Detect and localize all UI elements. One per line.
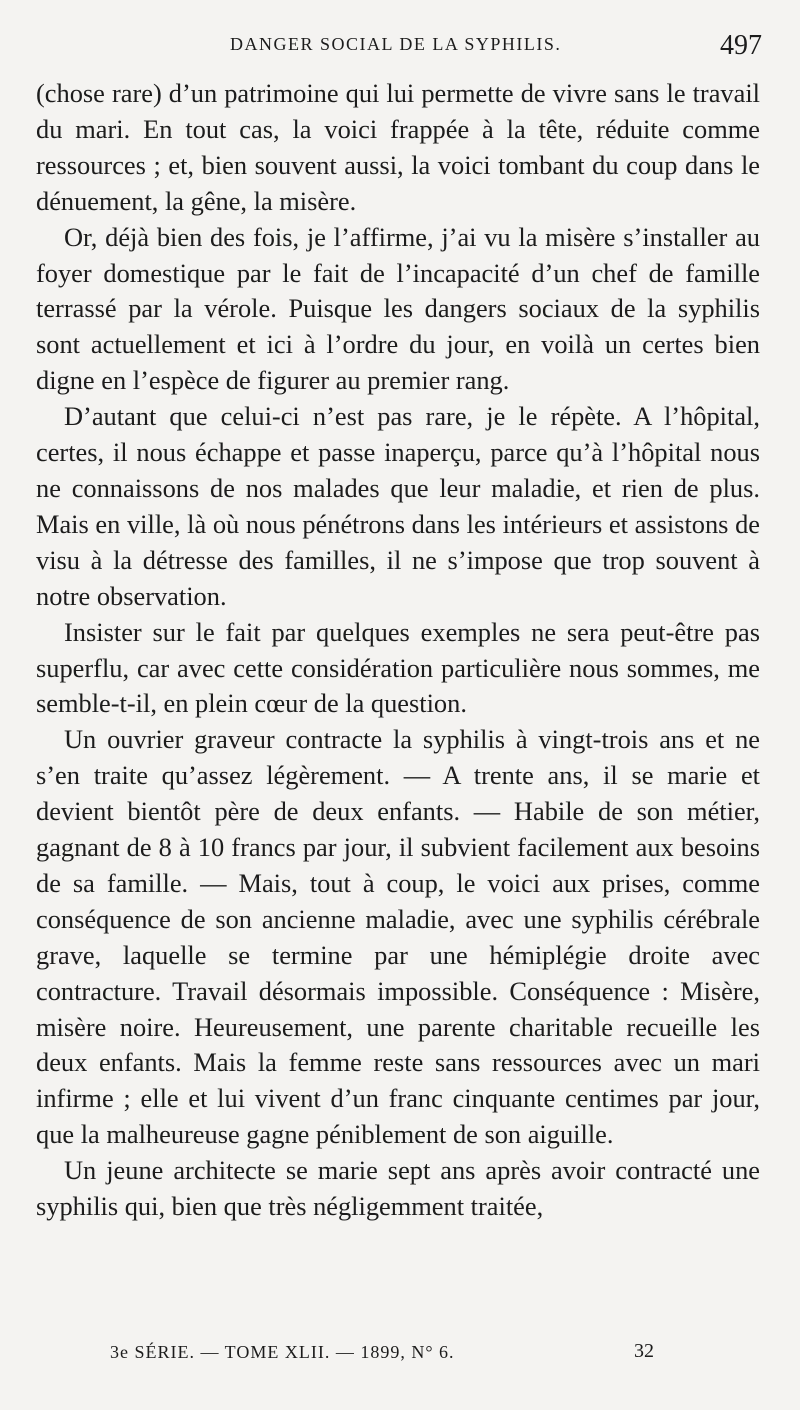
- printer-signature: 3e SÉRIE. — TOME XLII. — 1899, N° 6.: [110, 1342, 455, 1362]
- running-title: DANGER SOCIAL DE LA SYPHILIS.: [230, 34, 562, 54]
- page-footer: [40, 1340, 760, 1370]
- paragraph-4: Insister sur le fait par quelques exemples ne sera peut-être pas superflu, car avec cette considération particulière nous sommes, me semble-t-il, en plein cœur de la question.: [36, 616, 760, 719]
- paragraph-2: Or, déjà bien des fois, je l’affirme, j’ai vu la misère s’installer au foyer domestique par le fait de l’incapacité d’un chef de famille terrassé par la vérole. Puisque les dangers sociaux de la syphilis sont actuellement et ici à l’ordre du jour, en voilà un certes bien digne en l’espèce de figurer au premier rang.: [36, 221, 760, 396]
- paragraph-3: D’autant que celui-ci n’est pas rare, je le répète. A l’hôpital, certes, il nous échappe et passe inaperçu, parce qu’à l’hôpital nous ne connaissons de nos malades que leur maladie, et rien de plus. Mais en ville, là où nous pénétrons dans les intérieurs et assistons de visu à la détresse des familles, il ne s’impose que trop souvent à notre observation.: [36, 401, 760, 611]
- page-body: [36, 76, 760, 1225]
- signature-mark: 32: [634, 1340, 654, 1362]
- paragraph-1: (chose rare) d’un patrimoine qui lui permette de vivre sans le travail du mari. En tout cas, la voici frappée à la tête, réduite comme ressources ; et, bien souvent aussi, la voici tombant du coup dans le dénuement, la gêne, la misère.: [36, 78, 760, 216]
- paragraph-5: Un ouvrier graveur contracte la syphilis à vingt-trois ans et ne s’en traite qu’assez légèrement. — A trente ans, il se marie et devient bientôt père de deux enfants. — Habile de son métier, gagnant de 8 à 10 francs par jour, il subvient facilement aux besoins de sa famille. — Mais, tout à coup, le voici aux prises, comme conséquence de son ancienne maladie, avec une syphilis cérébrale grave, laquelle se termine par une hémiplégie droite avec contracture. Travail désormais impossible. Conséquence : Misère, misère noire. Heureusement, une parente charitable recueille les deux enfants. Mais la femme reste sans ressources avec un mari infirme ; elle et lui vivent d’un franc cinquante centimes par jour, que la malheureuse gagne péniblement de son aiguille.: [36, 724, 760, 1150]
- page-header: [40, 28, 770, 64]
- paragraph-6: Un jeune architecte se marie sept ans après avoir contracté une syphilis qui, bien que très négligemment traitée,: [36, 1155, 760, 1222]
- page-number: 497: [720, 30, 762, 61]
